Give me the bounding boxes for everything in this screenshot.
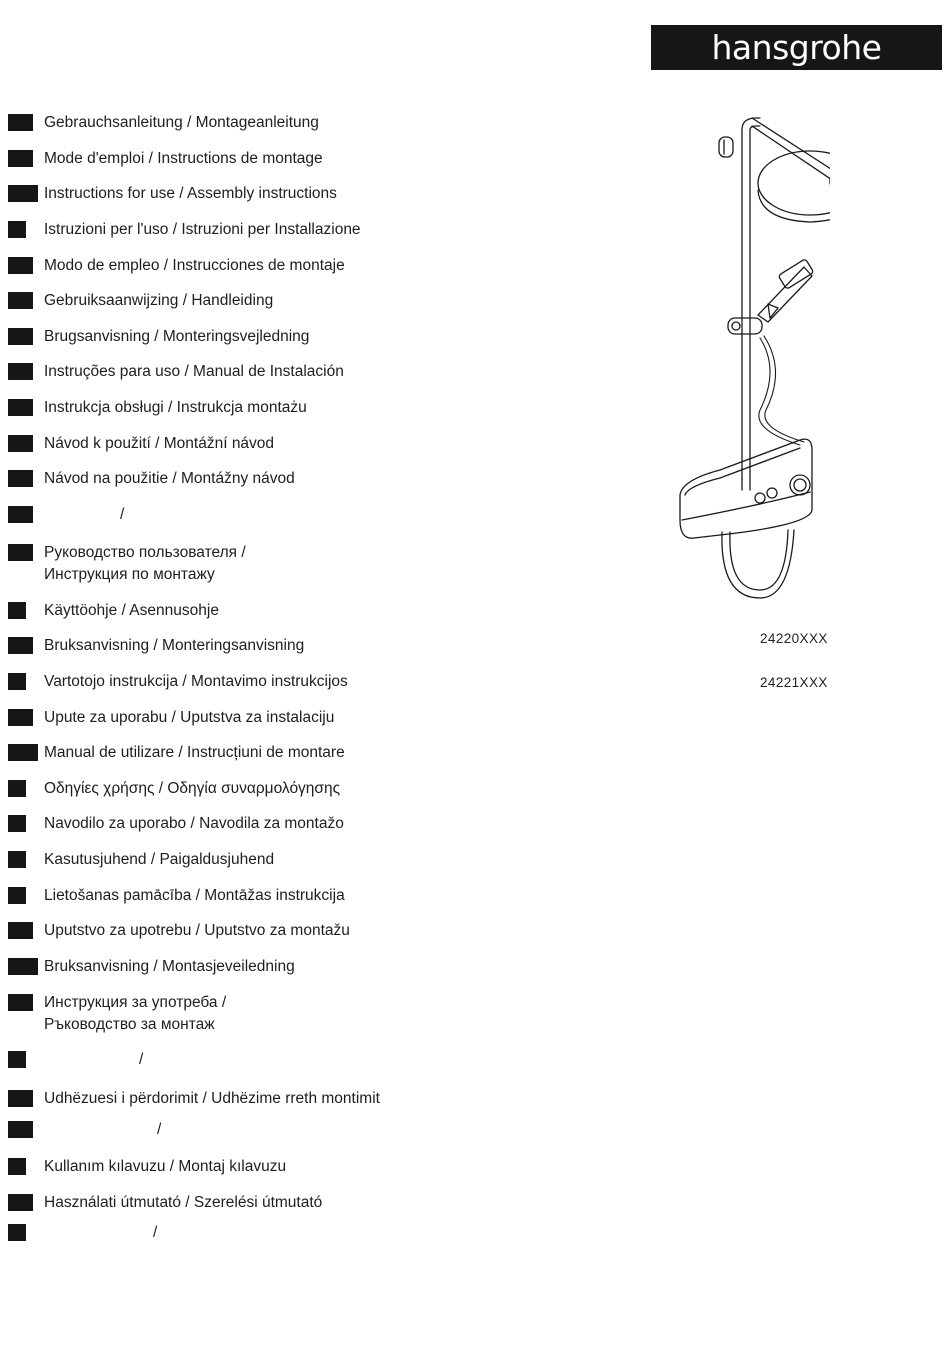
language-item-label: Gebruiksaanwijzing / Handleiding — [44, 292, 274, 309]
language-item-label: Modo de empleo / Instrucciones de montaje — [44, 257, 345, 274]
language-item-label: Kullanım kılavuzu / Montaj kılavuzu — [44, 1158, 287, 1175]
language-item — [8, 813, 344, 835]
brand-logo-text: hansgrohe — [711, 28, 882, 67]
flag-icon — [8, 114, 33, 131]
shower-system-illustration — [660, 100, 830, 610]
language-item-label: Vartotojo instrukcija / Montavimo instrukcijos — [44, 673, 348, 690]
thermostat-shelf — [680, 439, 812, 538]
language-item — [8, 290, 273, 312]
language-item-label: Gebrauchsanleitung / Montageanleitung — [44, 114, 319, 131]
language-item-label: Uputstvo za upotrebu / Uputstvo za montažu — [44, 922, 350, 939]
flag-icon — [8, 673, 26, 690]
flag-icon — [8, 399, 33, 416]
flag-icon — [8, 602, 26, 619]
language-item — [8, 1088, 380, 1110]
language-item-label: Használati útmutató / Szerelési útmutató — [44, 1194, 323, 1211]
language-item — [8, 1119, 161, 1141]
language-item — [8, 1156, 286, 1178]
language-item — [8, 219, 361, 241]
language-item — [8, 112, 319, 134]
hand-shower — [758, 267, 812, 322]
brand-logo — [651, 25, 942, 70]
flag-icon — [8, 1121, 33, 1138]
language-item — [8, 742, 345, 764]
language-item-label: Οδηγίες χρήσης / Οδηγία συναρμολόγησης — [44, 780, 341, 797]
language-item-label: / — [157, 1121, 162, 1138]
language-item-label: Instructions for use / Assembly instructions — [44, 185, 337, 202]
language-item-label-2: Инструкция по монтажу — [44, 566, 215, 583]
language-item — [8, 1192, 322, 1214]
flag-icon — [8, 506, 33, 523]
language-item — [8, 707, 334, 729]
language-item-label: / — [120, 506, 125, 523]
language-item-label: Инструкция за употреба / — [44, 994, 227, 1011]
language-item-label: Upute za uporabu / Uputstva za instalaciju — [44, 709, 335, 726]
language-item-label: Udhëzuesi i përdorimit / Udhëzime rreth montimit — [44, 1090, 380, 1107]
flag-icon — [8, 709, 33, 726]
flag-icon — [8, 292, 33, 309]
flag-icon — [8, 887, 26, 904]
flag-icon — [8, 1051, 26, 1068]
language-list — [0, 0, 420, 1360]
language-item-label: Käyttöohje / Asennusohje — [44, 602, 219, 619]
language-item — [8, 255, 345, 277]
language-item — [8, 635, 304, 657]
flag-icon — [8, 958, 38, 975]
flag-icon — [8, 544, 33, 561]
language-item-label: Instrukcja obsługi / Instrukcja montażu — [44, 399, 307, 416]
language-item — [8, 433, 274, 455]
flag-icon — [8, 780, 26, 797]
language-item-label: Kasutusjuhend / Paigaldusjuhend — [44, 851, 275, 868]
flag-icon — [8, 221, 26, 238]
thermostat-knob — [790, 475, 810, 495]
button-control-1 — [755, 493, 765, 503]
flag-icon — [8, 185, 38, 202]
language-item-label: Návod na použitie / Montážny návod — [44, 470, 295, 487]
language-item-label: Bruksanvisning / Montasjeveiledning — [44, 958, 295, 975]
language-item-label-2: Ръководство за монтаж — [44, 1016, 215, 1033]
flag-icon — [8, 851, 26, 868]
flag-icon — [8, 1158, 26, 1175]
flag-icon — [8, 257, 33, 274]
language-item — [8, 542, 246, 586]
flag-icon — [8, 363, 33, 380]
language-item — [8, 671, 348, 693]
button-control-2 — [767, 488, 777, 498]
flag-icon — [8, 328, 33, 345]
language-item-label: / — [153, 1224, 158, 1241]
language-item — [8, 600, 219, 622]
language-item — [8, 183, 337, 205]
handshower-holder — [728, 318, 762, 334]
language-item — [8, 397, 307, 419]
language-item-label: Brugsanvisning / Monteringsvejledning — [44, 328, 310, 345]
language-item — [8, 956, 295, 978]
flag-icon — [8, 1090, 33, 1107]
overhead-shower-disc — [758, 151, 830, 215]
flag-icon — [8, 470, 33, 487]
language-item-label: Istruzioni per l'uso / Istruzioni per Installazione — [44, 221, 361, 238]
language-item-label: Navodilo za uporabo / Navodila za montažo — [44, 815, 344, 832]
wall-bracket-top — [719, 137, 733, 157]
language-item — [8, 468, 295, 490]
flag-icon — [8, 922, 33, 939]
language-item-label: Návod k použití / Montážní návod — [44, 435, 275, 452]
language-item — [8, 148, 323, 170]
language-item — [8, 885, 345, 907]
flag-icon — [8, 1224, 26, 1241]
language-item — [8, 1222, 157, 1244]
language-item-label: Mode d'emploi / Instructions de montage — [44, 150, 323, 167]
flag-icon — [8, 435, 33, 452]
language-item-label: Lietošanas pamācība / Montāžas instrukcija — [44, 887, 345, 904]
language-item — [8, 778, 340, 800]
model-code: 24221XXX — [760, 675, 828, 690]
language-item-label: / — [139, 1051, 144, 1068]
flag-icon — [8, 994, 33, 1011]
language-item-label: Manual de utilizare / Instrucțiuni de montare — [44, 744, 345, 761]
flag-icon — [8, 744, 38, 761]
language-item-label: Instruções para uso / Manual de Instalación — [44, 363, 344, 380]
language-item-label: Bruksanvisning / Monteringsanvisning — [44, 637, 305, 654]
language-item — [8, 504, 124, 526]
language-item — [8, 992, 226, 1036]
language-item — [8, 920, 350, 942]
language-item — [8, 849, 274, 871]
language-item-label: Руководство пользователя / — [44, 544, 246, 561]
language-item — [8, 361, 344, 383]
flag-icon — [8, 815, 26, 832]
flag-icon — [8, 150, 33, 167]
flag-icon — [8, 1194, 33, 1211]
language-item — [8, 326, 309, 348]
flag-icon — [8, 637, 33, 654]
language-item — [8, 1049, 143, 1071]
model-code: 24220XXX — [760, 631, 828, 646]
